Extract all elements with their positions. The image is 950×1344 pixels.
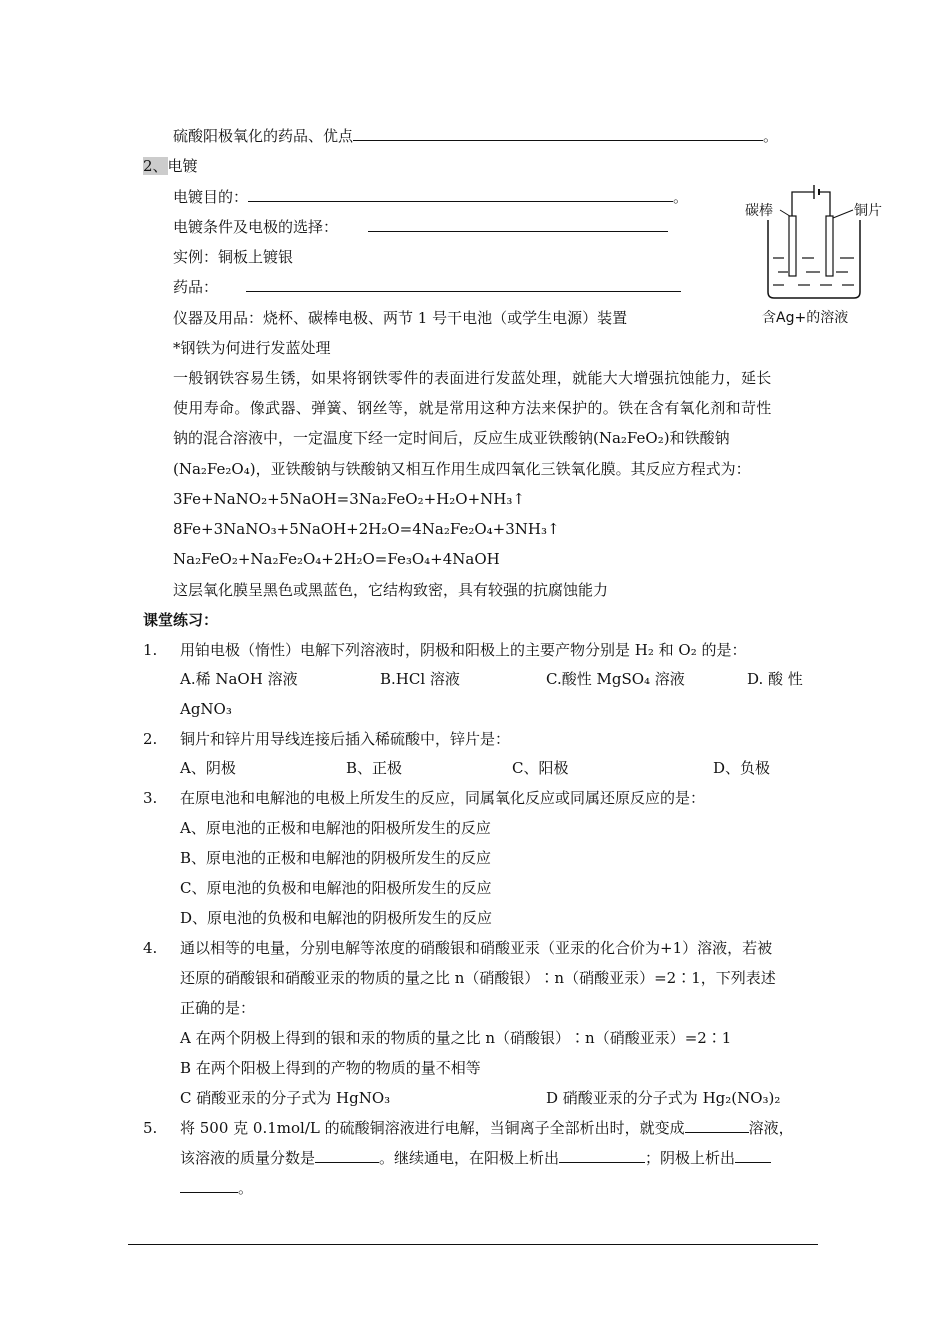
anodize-line: 硫酸阳极氧化的药品、优点 。 <box>173 127 779 145</box>
question-number: 1. <box>143 641 158 659</box>
exercises-title: 课堂练习： <box>143 611 219 629</box>
equation-3: Na₂FeO₂+Na₂Fe₂O₄+2H₂O=Fe₃O₄+4NaOH <box>173 550 500 568</box>
option-a[interactable]: A 在两个阴极上得到的银和汞的物质的量之比 n（硝酸银）∶n（硝酸亚汞）=2∶1 <box>180 1029 732 1047</box>
instruments-line: 仪器及用品：烧杯、碳棒电极、两节 1 号干电池（或学生电源）装置 <box>173 309 628 327</box>
option-c[interactable]: C、原电池的负极和电解池的阳极所发生的反应 <box>180 879 492 897</box>
option-d[interactable]: D、负极 <box>713 759 771 777</box>
question-stem: 。 <box>180 1178 253 1198</box>
question-stem: 通以相等的电量，分别电解等浓度的硝酸银和硝酸亚汞（亚汞的化合价为+1）溶液，若被 <box>180 939 773 957</box>
option-a[interactable]: A.稀 NaOH 溶液 <box>180 670 298 688</box>
chemicals-line: 药品： <box>173 277 681 297</box>
example-line: 实例：铜板上镀银 <box>173 248 294 266</box>
solution-label: 含Ag+的溶液 <box>762 310 849 326</box>
answer-blank[interactable] <box>246 277 681 292</box>
copper-plate-label: 铜片 <box>854 203 882 219</box>
carbon-rod-label: 碳棒 <box>745 203 773 219</box>
question-stem: 用铂电极（惰性）电解下列溶液时，阴极和阳极上的主要产物分别是 H₂ 和 O₂ 的是： <box>180 641 747 659</box>
conditions-line: 电镀条件及电极的选择： <box>173 217 668 237</box>
question-number: 3. <box>143 789 158 807</box>
answer-blank[interactable] <box>685 1118 749 1133</box>
question-stem: 将 500 克 0.1mol/L 的硫酸铜溶液进行电解，当铜离子全部析出时，就变成 溶液， <box>180 1119 794 1137</box>
section-title: 电镀 <box>167 157 198 175</box>
question-number: 2. <box>143 730 158 748</box>
answer-blank[interactable] <box>353 126 763 141</box>
option-d[interactable]: D 硝酸亚汞的分子式为 Hg₂(NO₃)₂ <box>546 1089 781 1107</box>
answer-blank[interactable] <box>559 1148 645 1163</box>
option-b[interactable]: B.HCl 溶液 <box>380 670 460 688</box>
question-stem: 正确的是： <box>180 999 256 1017</box>
option-b[interactable]: B、原电池的正极和电解池的阴极所发生的反应 <box>180 849 492 867</box>
option-a[interactable]: A、阴极 <box>180 759 236 777</box>
option-a[interactable]: A、原电池的正极和电解池的阳极所发生的反应 <box>180 819 491 837</box>
question-number: 5. <box>143 1119 158 1137</box>
bluing-para-line: 使用寿命。像武器、弹簧、钢丝等，就是常用这种方法来保护的。铁在含有氧化剂和苛性 <box>173 399 772 417</box>
purpose-line: 电镀目的： 。 <box>173 188 689 206</box>
option-b[interactable]: B 在两个阳极上得到的产物的物质的量不相等 <box>180 1059 481 1077</box>
bluing-conclusion: 这层氧化膜呈黑色或黑蓝色，它结构致密，具有较强的抗腐蚀能力 <box>173 581 609 599</box>
option-c[interactable]: C.酸性 MgSO₄ 溶液 <box>546 670 685 688</box>
option-d-cont: AgNO₃ <box>180 700 232 718</box>
option-c[interactable]: C 硝酸亚汞的分子式为 HgNO₃ <box>180 1089 391 1107</box>
option-b[interactable]: B、正极 <box>346 759 403 777</box>
footer-rule <box>128 1244 818 1245</box>
section-heading <box>143 156 198 176</box>
bluing-para-line: (Na₂Fe₂O₄)，亚铁酸钠与铁酸钠又相互作用生成四氧化三铁氧化膜。其反应方程式为： <box>173 460 751 478</box>
answer-blank[interactable] <box>368 217 668 232</box>
option-d[interactable]: D、原电池的负极和电解池的阴极所发生的反应 <box>180 909 493 927</box>
bluing-para-line: 一般钢铁容易生锈，如果将钢铁零件的表面进行发蓝处理，就能大大增强抗蚀能力，延长 <box>173 369 772 387</box>
equation-2: 8Fe+3NaNO₃+5NaOH+2H₂O=4Na₂Fe₂O₄+3NH₃↑ <box>173 520 560 538</box>
answer-blank[interactable] <box>248 187 673 202</box>
question-stem: 该溶液的质量分数是 。继续通电，在阳极上析出 ；阴极上析出 <box>180 1148 771 1168</box>
option-d[interactable]: D. 酸 性 <box>747 670 803 688</box>
answer-blank[interactable] <box>180 1178 238 1193</box>
electroplating-diagram <box>740 180 900 330</box>
answer-blank[interactable] <box>315 1148 379 1163</box>
question-stem: 铜片和锌片用导线连接后插入稀硫酸中，锌片是： <box>180 730 511 748</box>
question-stem: 在原电池和电解池的电极上所发生的反应，同属氧化反应或同属还原反应的是： <box>180 789 706 807</box>
answer-blank[interactable] <box>735 1148 771 1163</box>
question-stem: 还原的硝酸银和硝酸亚汞的物质的量之比 n（硝酸银）∶n（硝酸亚汞）=2∶1，下列表述 <box>180 969 776 987</box>
section-number: 2、 <box>143 157 168 175</box>
anodize-text: 硫酸阳极氧化的药品、优点 <box>173 127 354 145</box>
option-c[interactable]: C、阳极 <box>512 759 569 777</box>
equation-1: 3Fe+NaNO₂+5NaOH=3Na₂FeO₂+H₂O+NH₃↑ <box>173 490 525 508</box>
question-number: 4. <box>143 939 158 957</box>
bluing-title: *钢铁为何进行发蓝处理 <box>173 339 331 357</box>
bluing-para-line: 钠的混合溶液中，一定温度下经一定时间后，反应生成亚铁酸钠(Na₂FeO₂)和铁酸钠 <box>173 429 730 447</box>
